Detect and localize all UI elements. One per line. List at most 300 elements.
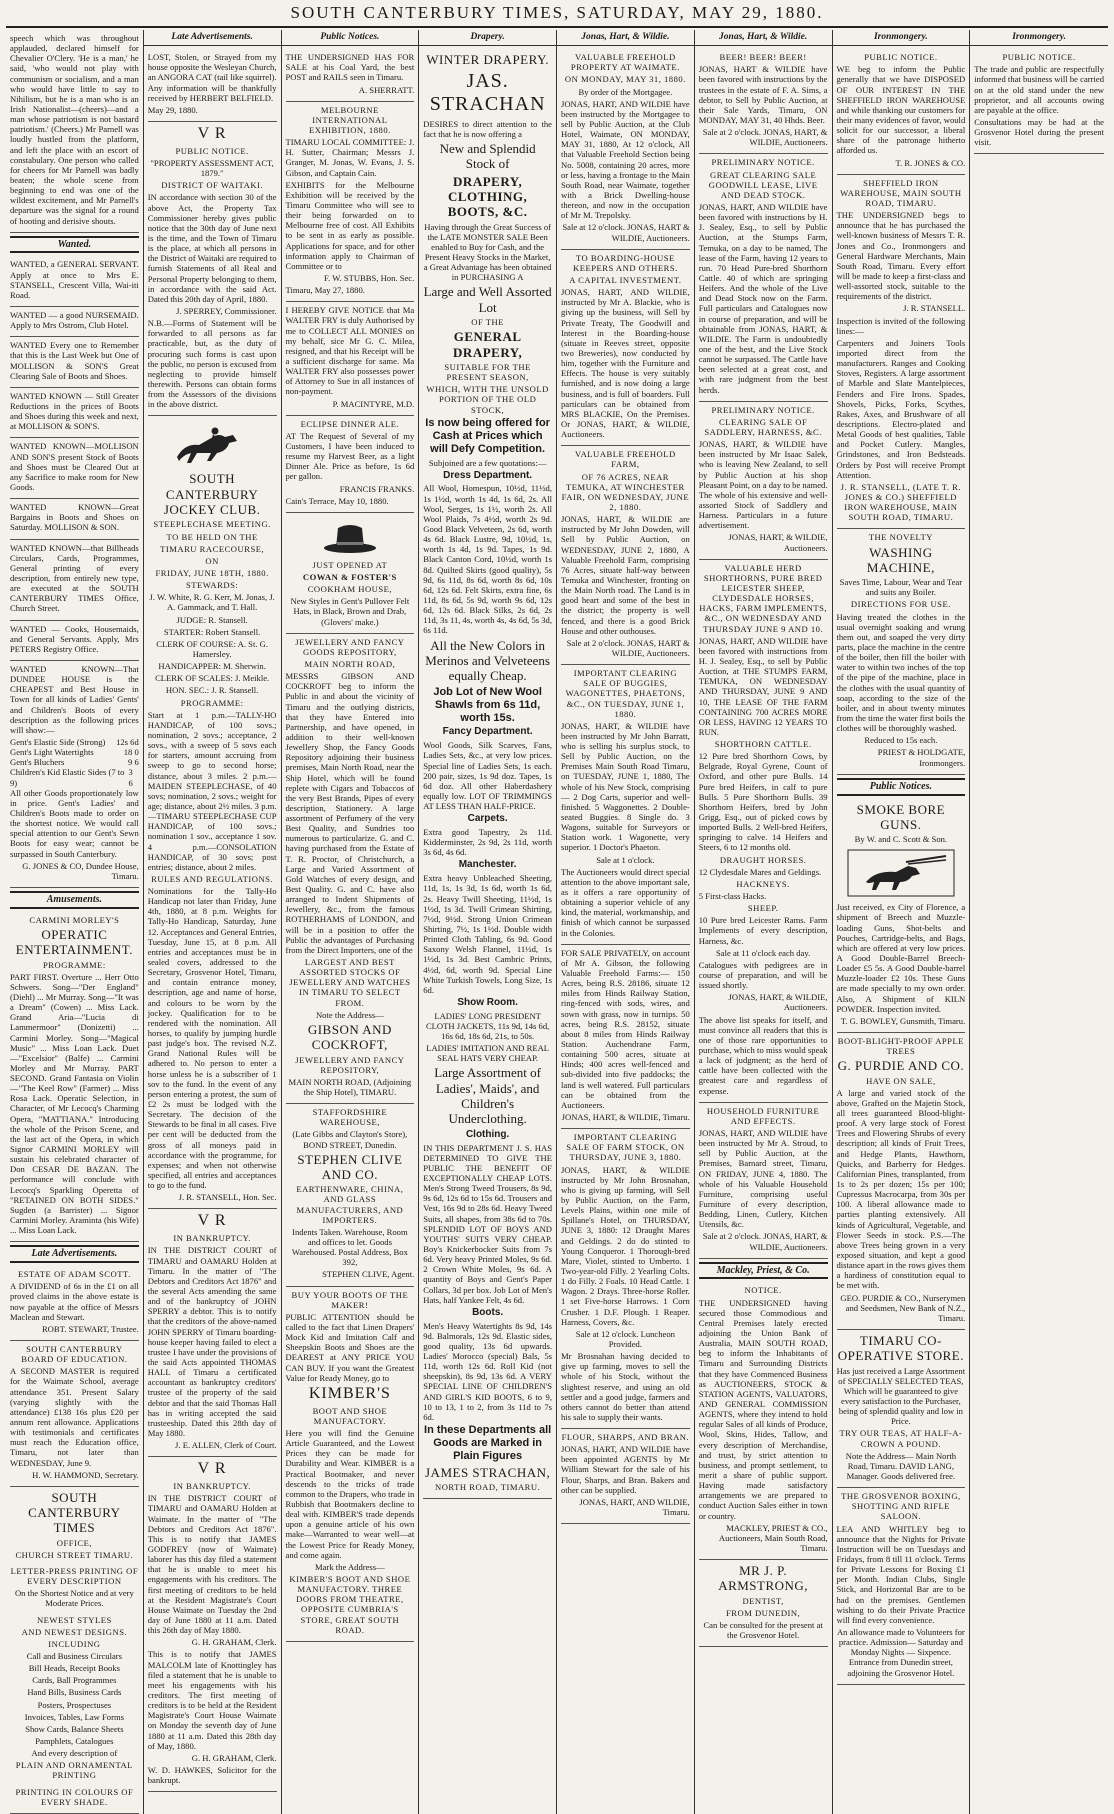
hat-icon: [286, 520, 415, 556]
ad-date: Timaru, May 27, 1880.: [285, 285, 365, 296]
list-item: Pamphlets, Catalogues: [35, 1736, 114, 1747]
ad-text: Saves Time, Labour, Wear and Tear and suits any Boiler.: [839, 577, 963, 598]
ad-text: JUST OPENED AT: [312, 559, 388, 570]
section-amusements: Amusements.: [10, 891, 139, 909]
ad-title: DRAPERY, CLOTHING, BOOTS, &C.: [447, 173, 528, 220]
ad-text: HANDICAPPER: M. Sherwin.: [158, 661, 266, 672]
ad-heading: MELBOURNE INTERNATIONAL EXHIBITION, 1880.: [308, 104, 391, 136]
ad-subheading: PROGRAMME:: [42, 959, 106, 970]
ad-text: Having treated the clothes in the usual overnight soaking and wrung them out, and soaped the very dirty parts, place the machine in the centre of the boiler, then fill the boiler with water to within two inches of the top of the pipe of the machine, place in the clothes with the usual quantity of soap, according to the size of the boiler, and in about twenty minutes from the time the water first boils the clothes will be thoroughly washed.: [836, 611, 966, 734]
ad-guns: [837, 799, 966, 1033]
price-item: Gent's Elastic Side (Strong): [10, 736, 106, 747]
ad-text: N.B.—Forms of Statement will be forwarded to all persons as far practicable, but, as the duty of procuring such forms is cast upon the public, no person is excused from neglecting to provide himself therewith. Persons can obtain forms from the Assessors of the divisions in the above district.: [147, 318, 277, 410]
ad-subheading: DISTRICT OF WAITAKI.: [161, 180, 264, 191]
ad-text: LOST, Stolen, or Strayed from my house opposite the Wesleyan Church, an ANGORA CAT (tail like squirrel). Any information will be thankfully received by HERBERT BELFIELD.: [147, 52, 277, 103]
ad-text: JONAS, HART, AND WILDIE have been favored with instructions by H. J. Sealey, Esq., to sell by Public Auction, at the Stumps Farm, Temuka, on a day to be named, The lease of the Farm, having 12 years to run. 70 Head Pure-bred Shorthorn Cattle. 40 of which are springing Heifers. And the whole of the Live and Dead Stock now on the Farm. Full particulars and Catalogues now in course of preparation, and will be obtainable from JONAS, HART, & WILDIE. The Farm is undoubtedly one of the best, and the Live Stock cannot be surpassed. The Cattle have been selected at a great cost, and with rare judgment from the best herds.: [698, 202, 828, 395]
list-item: Hand Bills, Business Cards: [27, 1687, 122, 1698]
ad-purdie: [837, 1033, 966, 1330]
article-text: speech which was throughout applauded, declared himself for Chevalier O'Clery. 'He is a man,' he said, 'who would not play with communism or socialism, and a man who would have little to say to Nihilism, but he is a man who is an Irish Nationalist—(cheers)—and a man whose patriotism is not bastard patriotism.' (Cheers.) Mr Parnell was loudly hustled from the platform, and left the place with an escort of constabulary. One person who called for cheers for Mr Parnell was badly beaten; the whole scene from beginning to end was one of the wildest excitement, and Mr Parnell's departure was the signal for a round of hooting and derisive shouts.: [10, 33, 139, 226]
ad-subheading: SHORTHORN CATTLE.: [714, 739, 812, 750]
ad-text: Nominations for the Tally-Ho Handicap not later than Friday, June 4th, 1880, at 8 p.m. Weights for Tally-Ho Handicap, Saturday, June 12. Acceptances and General Entries, Tuesday, June 15, at 8 p.m. All entries and acceptances must be in sealed covers, addressed to the Secretary, Grosvenor Hotel, Timaru, and contain entrance money, description, age and name of horse, and colours to be worn by the jockey. Qualification for to be rendered with the nomination. All horses, to qualify by jumping hurdle past judge's box. The revised N.Z. Grand National Rules will be adhered to. No person to enter a horse unless he is a subscriber of 1 sov to the fund. In the event of any person entering a protest, the sum of £2 2s must be lodged with the Secretary. The decision of the Stewards to be final in all cases. Five per cent will be deducted from the gross of all moneys paid in accordance with the programme, for expenses; and when not otherwise specified, all entries and acceptances to go to the fund.: [147, 886, 277, 1191]
ad-subheading: "PROPERTY ASSESSMENT ACT, 1879.": [150, 158, 274, 179]
ad-date: May 29, 1880.: [147, 104, 198, 115]
list-item: Bill Heads, Receipt Books: [28, 1663, 120, 1674]
ad-text: MESSRS GIBSON AND COCKROFT beg to inform the Public in and about the vicinity of Timaru and the outlying districts, that they have Entered into Partnership, and have opened, in addition to their well-known Jewellery Shop, the Fancy Goods Repository adjoining their business premises, Main North Road, near the Ship Hotel, which will be found replete with Cigars and Tobaccos of the very Best Brands, Pipes of every description, Stationery. A large assortment of Perfumery of the very Best Quality, and Sundries too numerous to particularize. G. and C. having purchased from the Estate of T. R. Proctor, of Christchurch, a Large and Varied Assortment of Gold Watches of every design, and Best Quality. G. and C. have also arranged to Indent Shipments of Jewellery, &c., from the famous ROTHERHAMS of LONDON, and will be in a position to offer the Public the advantages of Purchasing from the Direct Importers, one of the: [285, 671, 415, 955]
ad-boxing: [837, 1488, 966, 1685]
ad-subheading: PRELIMINARY NOTICE.: [711, 404, 815, 415]
ad-text: TO BE HELD ON THE: [166, 531, 258, 542]
ad-subheading: INCLUDING: [48, 1638, 101, 1649]
ad-heading: HOUSEHOLD FURNITURE AND EFFECTS.: [706, 1105, 820, 1126]
column-6: [695, 30, 833, 1814]
ad-subheading: DENTIST,: [742, 1595, 784, 1606]
column-heading: Drapery.: [419, 30, 556, 46]
ad-heading: AND NEWEST DESIGNS.: [21, 1626, 128, 1637]
ad-text: JONAS, HART, AND WILDIE have been instructed by the Mortgagee to sell by Public Auction, at the Club Hotel, Waimate, ON MONDAY, MAY 31, 1880, At 12 o'clock, All that Valuable Freehold Section being No. 5008, containing 20 acres, more or less, having a frontage to the Main South Road, near Waimate, together with a Brick Dwelling-house thereon, and now in the occupation of Mr M. Trepolsky.: [561, 98, 690, 221]
ad-text: NORTH ROAD, TIMARU.: [434, 1482, 541, 1493]
ad-continuation-notice: [974, 49, 1104, 154]
ad-heading: VALUABLE FREEHOLD FARM,: [575, 449, 676, 470]
ad-subheading: BOOT AND SHOE MANUFACTORY.: [312, 1405, 388, 1426]
masthead: SOUTH CANTERBURY TIMES, SATURDAY, MAY 29, 1880.: [6, 0, 1108, 28]
ad-text: Mr Brosnahan having decided to give up farming, moves to sell the whole of his Stock, without the slightest reserve, and using an old settler and a good judge, farmers and others cannot do better than attend his sale to supply their wants.: [561, 1351, 690, 1422]
ad-text: JONAS, HART, & WILDIE instructed by Mr John Brosnahan, who is giving up farming, will Sell by Public Auction, on the Farm, Levels Plains, within one mile of Spillane's Hotel, on THURSDAY, JUNE 3, 1880: 12 Draught Mares and Geldings. 2 do do stinted to Young Conqueror. 1 Thorough-bred Mare, Violet, stinted to Umberto. 1 Two-year-old Filly. 2 Yearling Colts. 1 do Filly. 2 Foals. 10 Head Cattle. 1 Wagon. 2 Drays. Three-horse Roller. 1 set Five-horse Harrows. 1 Corn Crusher. 1 D.F. Plough. 1 Reaper. Harness, Covers, &c.: [561, 1164, 690, 1327]
ad-subheading: Carpets.: [467, 813, 508, 825]
ad-property-notice: [148, 122, 277, 416]
ad-heading: CLEARING SALE OF SADDLERY, HARNESS, &C.: [704, 416, 822, 437]
ad-subheading: SHEEP.: [747, 903, 779, 914]
ad-text: WANTED Every one to Remember that this is the Last Week but One of MOLLISON & SON'S Great Clearing Sale of Boots and Shoes.: [10, 340, 139, 381]
ad-subheading: Dress Department.: [443, 469, 533, 481]
ad-heading: LARGEST AND BEST ASSORTED STOCKS OF JEWELLERY AND WATCHES IN TIMARU TO SELECT FROM.: [289, 957, 411, 1008]
ad-text: An allowance made to Volunteers for practice. Admission— Saturday and Monday Nights — Sixpence. Entrance from Dunedin street, adjoining the Grosvenor Hotel.: [836, 1627, 965, 1678]
ad-strachan-drapery: [423, 49, 552, 1499]
ad-text: 10 Pure bred Leicester Rams. Farm Implements of every description, Harness, &c.: [698, 915, 828, 946]
ad-text: HON. SEC.: J. R. Stansell.: [165, 685, 259, 696]
ad-text: Can be consulted for the present at the Grosvenor Hotel.: [703, 1620, 823, 1641]
ad-text: EXHIBITS for the Melbourne Exhibition will be received by the Timaru Committee who will see to their being forwarded on to Melbourne free of cost. All Exhibits to be sent in as early as possible. Applications for space, and for other information apply to Chairman of Committee or to: [285, 179, 415, 271]
price-value: 3 6: [128, 767, 133, 788]
ad-text: IN THIS DEPARTMENT J. S. HAS DETERMINED TO GIVE THE PUBLIC THE BENEFIT OF EXCEPTIONALLY CHEAP LOTS. Men's Strong Tweed Trousers, 8s 9d, 9s 6d, 12s 6d to 15s 6d. Trousers and Vest, 16s 9d to 28s 6d. Heavy Tweed Suits, all shapes, from 38s 6d to 70s. SPLENDID LOT OF BOYS AND YOUTHS' SUITS VERY CHEAP. Boy's Knickerbocker Suits from 7s 6d. Very heavy Printed Moles, 9s 6d. 2 Crown White Moles, 9s 6d. A quantity of Boys and Gent's Paper Collars, 3d per box. Job Lot of Men's Hats, half Yankee Felt, 4s 6d.: [423, 1142, 552, 1305]
ad-heading: NOTICE.: [744, 1285, 782, 1296]
ad-text: The above list speaks for itself, and must convince all readers that this is one of those rare opportunities to purchase, which to miss would speak a lack of judgment; as the herd of cattle have been collected with the greatest care and regardless of expense.: [698, 1014, 828, 1096]
ad-text: Men's Heavy Watertights 8s 9d, 14s 9d. Balmorals, 12s 9d. Elastic sides, good quality, 13s 6d upwards. Ladies' Morocco (special) Bals, 5s 11d, worth 12s 6d. Roll Kid (not sheepskin), 8s 9d, 13s 6d. A VERY SPECIAL LINE OF CHILDREN'S AND GIRL'S KID BOOTS, 6 to 9, 10 to 13, 1 to 2, from 3s 11d to 7s 6d.: [423, 1320, 552, 1422]
ad-heading: SOUTH CANTERBURY BOARD OF EDUCATION.: [21, 1343, 128, 1365]
ad-text: And every description of: [31, 1748, 118, 1759]
ad-text: 12 Pure bred Shorthorn Cows, by Belgrade, Royal Gyrene, Count of Oxford, and other pure Bulls. 14 Pure bred Heifers, in calf to pure Bulls. 5 Pure Shorthorn Bulls. 39 Shorthorn Heifers, bred by John Grigg, Esq., out of picked cows by imported Bulls. 2 Well-bred Heifers, springing to calve. 14 Heifers and Steers, 6 to 12 months old.: [698, 751, 828, 853]
ad-text: LEA AND WHITLEY beg to announce that the Nights for Private Instruction will be on Tuesdays and Fridays, from 8 till 11 o'clock. Terms for Private Lessons for Boxing £1 per Month. Indian Clubs, Single Stick, and Horizontal Bar are to be had on the premises. Gentlemen wishing to do their Private Practice will find every convenience.: [836, 1523, 966, 1625]
ad-jockey-club: [148, 416, 277, 1209]
ad-kimber-boots: [286, 1287, 415, 1642]
ad-temuka-farm: [561, 446, 690, 665]
ad-text: JONAS, HART & WILDIE have been favored with instructions by the trustees in the estate of F. A. Sims, a debtor, to Sell by Public Auction, at their Sale Yards, Timaru, ON MONDAY, MAY 31, 40 Hhds. Beer.: [698, 64, 828, 126]
ad-subheading: By W. and C. Scott & Son.: [854, 834, 948, 845]
column-heading: Ironmongery.: [970, 30, 1108, 46]
price-row: [10, 767, 139, 787]
ad-signature: JONAS, HART, AND WILDIE, Timaru.: [579, 1496, 690, 1518]
ad-heading: In these Departments all Goods are Marked in Plain Figures: [424, 1424, 552, 1462]
column-heading: Jonas, Hart, & Wildie.: [695, 30, 832, 46]
ad-text: New Styles in Gent's Pullover Felt Hats, in Black, Brown and Drab, (Glovers' make.): [290, 596, 410, 627]
ad-text: Sale at 11 o'clock each day.: [716, 947, 811, 958]
column-8: [970, 30, 1108, 1814]
ad-heading: BUY YOUR BOOTS OF THE MAKER!: [291, 1289, 409, 1310]
section-mackley-priest: Mackley, Priest, & Co.: [699, 1262, 828, 1280]
ad-text: IN accordance with section 30 of the above Act, the Property Tax Commissioner hereby gives public notice that the 30th day of June next is the time, and the Town of Timaru is the place, at which all persons in the District of Waitaki are required to furnish Statements of all Real and Personal Property belonging to them, in accordance with the said Act. Dated this 20th day of April, 1880.: [147, 192, 277, 304]
ad-signature: T. R. JONES & CO.: [895, 157, 966, 168]
ad-heading: NEWEST STYLES: [36, 1614, 112, 1625]
ad-beer: [699, 49, 828, 154]
ad-text: Wool Goods, Silk Scarves, Fans, Ladies Sets, &c., at very low prices. Special line of Ladies Sets, 1s each. 200 pair, sizes, 1s 9d doz. Tapes, 1s 6d doz. All other Haberdashery equally low. LOT OF TRIMMINGS AT LESS THAN HALF-PRICE.: [423, 740, 552, 812]
ad-heading: LETTER-PRESS PRINTING OF EVERY DESCRIPTION: [10, 1566, 139, 1587]
ad-gibson-cockroft: [286, 634, 415, 1104]
ad-title: GIBSON AND COCKROFT,: [307, 1021, 392, 1053]
ad-board-education: [10, 1341, 139, 1487]
ad-text: This is to notify that JAMES MALCOLM late of Knottingley has filed a statement that he is unable to meet his engagements with his creditors. The first meeting of creditors is to be held at the Resident Magistrate's Court House Waimate on Monday the seventh day of June 1880 at 11 a.m. Dated this 28th day of May, 1880.: [147, 1649, 277, 1751]
ad-text: JONAS, HART, & WILDIE have been instructed by Mr Isaac Salek, who is leaving New Zealand, to sell by Public Auction at his shop Pleasant Point, on a day to be named. The whole of his extensive and well-assorted Stock of Saddlery and Harness. Particulars in a future advertisement.: [698, 439, 828, 531]
ad-signature: J. E. ALLEN, Clerk of Court.: [175, 1440, 277, 1451]
ad-heading: ESTATE OF ADAM SCOTT.: [17, 1269, 131, 1280]
ad-subheading: A CAPITAL INVESTMENT.: [569, 275, 682, 286]
ad-heading: IMPORTANT CLEARING SALE OF FARM STOCK, ON THURSDAY, JUNE 3, 1880.: [566, 1132, 685, 1163]
ad-heading: FRIDAY, JUNE 18TH, 1880.: [155, 567, 269, 578]
column-heading: Late Advertisements.: [144, 30, 281, 46]
ad-signature: JAMES STRACHAN,: [425, 1464, 551, 1480]
ad-title: JAS. STRACHAN: [429, 69, 546, 116]
column-7: [833, 30, 971, 1814]
ad-signature: G. H. GRAHAM, Clerk.: [191, 1637, 277, 1648]
ad-signature: Sale at 2 o'clock. JONAS, HART, & WILDIE, Auctioneers.: [702, 1231, 828, 1252]
ad-text: JONAS, HART, AND WILDIE have been instructed by Mr A. Stroud, to sell by Public Auction, at the Premises, Barnard street, Timaru, ON FRIDAY, JUNE 4, 1880. The whole of his Valuable Household Furniture, comprising useful Furniture of every description, Bedding, Linen, Cutlery, Kitchen Utensils, &c.: [698, 1127, 828, 1230]
list-item: Invoices, Tables, Law Forms: [24, 1711, 124, 1722]
ad-text: JONAS, HART, AND WILDIE have been favored with instructions from H. J. Sealey, Esq., to sell by Public Auction, at THE STUMPS FARM, TEMUKA, ON WEDNESDAY AND THURSDAY, JUNE 9 AND 10, THE LEASE OF THE FARM CONTAINING 700 ACRES MORE OR LESS, HAVING 12 YEARS TO RUN.: [698, 635, 828, 737]
ad-subheading: Clothing.: [465, 1128, 510, 1140]
ad-signature: ROBT. STEWART, Trustee.: [41, 1323, 139, 1334]
ad-title: SOUTH CANTERBURY TIMES: [28, 1489, 121, 1536]
ad-text: FROM DUNEDIN,: [725, 1607, 801, 1618]
ad-heading: JEWELLERY AND FANCY GOODS REPOSITORY,: [295, 636, 405, 657]
ad-text: Extra heavy Unbleached Sheeting, 11d, 1s, 1s 3d, 1s 6d, worth 1s 6d, 2s. Heavy Twill Sheeting, 11½d, 1s 1½d, 1s 3d. Twill Crimean Shirting, 7½d, 9½d. Strong Union Crimean Shirting, 7½, 1s 1½d. Double width Printed Cloth Tabling, 6s 9d. Good Saxony Welsh Flannel, 11½d, 1s 1½d, 1s 3d. Best Cambric Prints, 4½d, 6d, worth 9d. Special Line White Turkish Towels, Long Size, 1s 6d.: [423, 873, 552, 995]
list-item: Posters, Prospectuses: [37, 1699, 112, 1710]
ad-text: Here you will find the Genuine Article Guaranteed, and the Lowest Prices they can be made for Durability and Wear. KIMBER is a Practical Bootmaker, and never descends to the tricks of trade common to the Drapers, who trade in Rubbish that Bootmakers decline to deal with. KIMBER'S trade depends upon a genuine article of his own make—Warranted to wear well—at the Lowest Price for Ready Money, and come again.: [285, 1428, 415, 1560]
ad-text: Catalogues with pedigrees are in course of preparation, and will be issued shortly.: [698, 959, 828, 991]
ad-signature: J. SPERREY, Commissioner.: [176, 306, 277, 317]
column-heading: Ironmongery.: [833, 30, 970, 46]
ad-text: PUBLIC ATTENTION should be called to the fact that Linen Drapers' Mock Kid and Imitation Calf and Sheepskin Boots and Shoes are the DEAREST at ANY PRICE YOU CAN BUY. If you want the Greatest Value for Ready Money, go to: [285, 1311, 415, 1383]
ad-heading: TIMARU RACECOURSE,: [160, 543, 265, 554]
section-public-notices: Public Notices.: [837, 778, 966, 796]
ad-text: TIMARU LOCAL COMMITTEE: J. H. Sutter, Chairman; Messrs J. Granger, M. Jonas, W. Evans, J. S. Gibson, and Captain Cain.: [285, 137, 415, 178]
ad-heading: PUBLIC NOTICE.: [175, 145, 249, 156]
ad-signature: JONAS, HART, & WILDIE, Auctioneers.: [728, 532, 828, 553]
ad-text: WANTED KNOWN—that Billheads Circulars, Cards, Programmes, General printing of every description, from entirely new type, are executed at the SOUTH CANTERBURY TIMES Office, Church Street.: [10, 542, 139, 614]
ad-text: A SECOND MASTER is required for the Waimate School, average attendance 351. Present Salary (varying slightly with the attendance) £138 16s plus £20 per annum rent allowance. Applications with testimonials and certificates must reach the Education office, Timaru, not later than WEDNESDAY, June 9.: [10, 1366, 139, 1468]
ad-heading: VALUABLE HERD SHORTHORNS, PURE BRED LEICESTER SHEEP, CLYDESDALE HORSES, HACKS, FARM IMPLEMENTS, &C., ON WEDNESDAY AND THURSDAY JUNE 9 AND 10.: [699, 562, 828, 634]
ad-sheffield: [837, 175, 966, 530]
ad-text: 5 First-class Hacks.: [698, 891, 767, 902]
ad-subheading: PROGRAMME:: [180, 697, 244, 708]
ad-title: TIMARU CO-OPERATIVE STORE.: [837, 1332, 964, 1364]
ad-operatic: [10, 912, 139, 1243]
royal-cipher: V R: [197, 125, 227, 143]
ad-signature: F. W. STUBBS, Hon. Sec.: [323, 273, 415, 284]
ad-title: MR J. P. ARMSTRONG,: [718, 1563, 809, 1594]
ad-text: Just received, ex City of Florence, a shipment of Breech and Muzzle-loading Guns, Shot-belts and Pouches, Cartridge-belts, and Bags, which are offered at very low prices. A Good Double-Barrel Breech-Loader £5 5s. A Good Double-barrel Muzzle-loader £2 10s. These Guns are made specially to my own order. Also, A Shipment of KILN POWDER. Inspection invited.: [836, 902, 966, 1014]
list-item: Cards, Ball Programmes: [32, 1675, 117, 1686]
ad-heading: IMPORTANT CLEARING SALE OF BUGGIES, WAGONETTES, PHAETONS, &C., ON TUESDAY, JUNE 1, 1880.: [565, 668, 686, 719]
price-value: 12s 6d: [116, 736, 139, 747]
ad-text: Reduced to 15s each.: [864, 735, 938, 746]
ad-text: CLERK OF SCALES: J. Meikle.: [155, 673, 270, 684]
ad-signature: JONAS, HART, & WILDIE, Auctioneers.: [728, 992, 828, 1013]
royal-cipher: V R: [197, 1212, 227, 1230]
ad-signature: Sale at 2 o'clock. JONAS, HART & WILDIE, Auctioneers.: [566, 637, 690, 658]
price-value: 9 6: [128, 757, 139, 768]
price-item: Gent's Light Watertights: [10, 747, 94, 758]
horse-rider-icon: [148, 423, 277, 467]
column-5: [557, 30, 695, 1814]
ad-wanted-printing: [10, 540, 139, 621]
ad-subheading: JEWELLERY AND FANCY REPOSITORY,: [295, 1054, 405, 1075]
ad-text: (Late Gibbs and Clayton's Store), BOND STREET, Dunedin.: [292, 1129, 408, 1150]
ad-date: Cain's Terrace, May 10, 1880.: [285, 495, 389, 506]
ad-cowan-foster: [286, 513, 415, 634]
newspaper-columns: [6, 30, 1108, 1807]
ad-wanted-mollison-4: [10, 499, 139, 539]
list-item: Show Cards, Balance Sheets: [25, 1723, 124, 1734]
ad-subheading: EARTHENWARE, CHINA, AND GLASS MANUFACTURERS, AND IMPORTERS.: [296, 1184, 404, 1225]
price-item: Gent's Bluchers: [10, 757, 65, 768]
ad-heading: All the New Colors in Merinos and Velveteens equally Cheap.: [425, 637, 550, 684]
ad-wanted-mollison-3: [10, 438, 139, 499]
ad-text: All other Goods proportionately low in price. Gent's Ladies' and Children's Boots made to order on the shortest notice. We would call special attention to our Gent's Sewn Boots for easy wear; cannot be surpassed in South Canterbury.: [10, 787, 139, 859]
ad-bankruptcy-2: [148, 1457, 277, 1792]
ad-text: AT The Request of Several of my Customers, I have been induced to resume my Harvest Beer, as a light Dinner Ale. Price as before, 1s 6d per gallon.: [285, 430, 415, 482]
ad-clearing-sale: [699, 154, 828, 401]
ad-text: WANTED — Cooks, Housemaids, and General Servants. Apply, Mrs PETERS Registry Office.: [10, 623, 139, 654]
ad-waimate-property: [561, 49, 690, 250]
ad-signature: MACKLEY, PRIEST & CO., Auctioneers, Main South Road, Timaru.: [718, 1522, 828, 1553]
price-row: [10, 747, 139, 757]
ad-subheading: ON MONDAY, MAY 31, 1880.: [564, 74, 686, 85]
ad-text: WANTED, a GENERAL SERVANT. Apply at once to Mrs E. STANSELL, Crescent Villa, Wai-iti Road.: [10, 259, 139, 300]
ad-text: OF THE: [471, 317, 504, 328]
price-row: [10, 737, 139, 747]
ad-heading: FLOUR, SHARPS, AND BRAN.: [561, 1432, 690, 1443]
ad-text: WANTED KNOWN — Still Greater Reductions in the prices of Boots and Shoes during this week and next, at MOLLISON & SON'S.: [10, 390, 139, 432]
ad-text: All Wool, Homespun, 10½d, 11½d, 1s 1½d, worth 1s 4d, 1s 6d, 2s. All Wool, Serges, 1s 1½, worth 2s. All Wool Plaids, 7s 4½d, worth 2s 9d. Good Black Velveteen, 2s 6d, worth 4s 6d. Black Lustre, 9d, 10½d, 1s, worth 1s 4d, 1s 9d. Tapes, 1s 9d. Black Canton Cord, 10½d, worth 1s 8d. Quilted Skirts (good quality), 5s 9d, 6s 11d, 8s 6d, worth 8s 6d, 10s 6d, 12s 6d. Felt Skirts, extra fine, 6s 11d, 8s 6d, 5s 9d, worth 9s 6d, 12s 6d, 12s 6d. Black Silks, 2s 6d, 2s 11d, 3s 11, 4s, worth 4s, 4s 6d, 5s 3d, 6s 11d.: [423, 483, 552, 636]
ad-text: IN THE DISTRICT COURT of TIMARU and OAMARU Holden at Timaru. In the matter of "The Debtors and Creditors Act 1876" and the several Acts amending the same and of the bankruptcy of JOHN SPERRY a debtor. This is to notify that the creditors of the above-named JOHN SPERRY of Timaru boarding-house keeper having failed to elect a trustee I have under the provisions of the said Acts appointed THOMAS HALL of Timaru a certificated accountant as bankruptcy creditors' trustee of the property of the said debtor and that the said Thomas Hall has in writing accepted the said trusteeship. Dated this 28th day of May 1880.: [147, 1245, 277, 1438]
ad-text: WANTED KNOWN—Great Bargains in Boots and Shoes on Saturday. MOLLISON & SON.: [10, 502, 139, 533]
ad-text: W. D. HAWKES, Solicitor for the bankrupt.: [147, 1764, 277, 1786]
ad-signature: G. JONES & CO, Dundee House, Timaru.: [22, 860, 139, 881]
ad-text: THE UNDERSIGNED HAS FOR SALE at his Coal Yard, the best POST and RAILS seen in Timaru.: [285, 52, 415, 83]
column-heading: Jonas, Hart, & Wildie.: [557, 30, 694, 46]
ad-signature: J. R. STANSELL.: [903, 303, 966, 314]
ad-signature: Sale at 2 o'clock. JONAS, HART, & WILDIE, Auctioneers.: [702, 127, 828, 148]
ad-heading: TRY OUR TEAS, AT HALF-A-CROWN A POUND.: [839, 1428, 963, 1449]
column-2: [144, 30, 282, 1814]
ad-text: WANTED KNOWN—That DUNDEE HOUSE is the CHEAPEST and Best House in Town for all kinds of Ladies' Gents' and Children's Boots of every description as the following prices will show:—: [10, 663, 139, 735]
ad-subheading: COOKHAM HOUSE,: [307, 584, 393, 595]
ad-text: Note the Address—: [315, 1009, 384, 1020]
column-3: [282, 30, 420, 1814]
ad-heading: PUBLIC NOTICE.: [1002, 52, 1076, 63]
ad-staffordshire: [286, 1104, 415, 1286]
ad-posts-rails: [286, 49, 415, 102]
ad-title: G. PURDIE AND CO.: [837, 1058, 965, 1074]
ad-text: On the Shortest Notice and at very Moderate Prices.: [14, 1588, 134, 1609]
ad-signature: H. W. HAMMOND, Secretary.: [32, 1469, 139, 1480]
ad-mackley-notice: [699, 1282, 828, 1560]
ad-heading: Large and Well Assorted Lot: [423, 284, 552, 315]
ad-flour: [561, 1429, 690, 1524]
ad-heading: GREAT CLEARING SALE GOODWILL LEASE, LIVE AND DEAD STOCK.: [708, 169, 818, 200]
ad-heading: IN BANKRUPTCY.: [173, 1233, 251, 1244]
ad-buggies: [561, 665, 690, 945]
price-row: [10, 757, 139, 767]
ad-farm-stock: [561, 1129, 690, 1429]
section-wanted: Wanted.: [10, 236, 139, 254]
ad-heading: Is now being offered for Cash at Prices which will Defy Competition.: [425, 416, 550, 455]
ad-wanted-mollison-1: [10, 337, 139, 388]
ad-subheading: KIMBER'S BOOT AND SHOE MANUFACTORY. THREE DOORS FROM THEATRE, OPPOSITE CUMBRIA'S STORE, GREAT SOUTH ROAD.: [289, 1573, 411, 1635]
ad-text: Indents Taken. Warehouse, Room and offices to let. Goods Warehoused. Postal Address, Box 392,: [291, 1226, 408, 1268]
ad-text: 12 Clydesdale Mares and Geldings.: [698, 866, 822, 877]
ad-text: LADIES' LONG PRESIDENT CLOTH JACKETS, 11s 9d, 14s 6d, 16s 6d, 18s 6d, 21s, to 50s.: [425, 1010, 550, 1042]
ad-subheading: RULES AND REGULATIONS.: [151, 873, 274, 884]
column-1: [6, 30, 144, 1814]
ad-jones-notice: [837, 49, 966, 175]
column-heading: Public Notices.: [282, 30, 419, 46]
ad-text: J. W. White, R. G. Kerr, M. Jonas, J. A. Gammack, and T. Hall.: [149, 592, 275, 613]
ad-text: ON: [205, 555, 219, 566]
ad-subheading: CHURCH STREET TIMARU.: [15, 1549, 134, 1560]
ad-heading: PLAIN AND ORNAMENTAL PRINTING: [15, 1760, 133, 1781]
ad-text: Extra good Tapestry, 2s 11d. Kidderminster, 2s 9d, 2s 11d, worth 3s 6d, 4s 6d.: [423, 827, 552, 858]
ad-text: JUDGE: R. Stansell.: [176, 614, 248, 625]
ad-subheading: HAVE ON SALE,: [866, 1075, 936, 1086]
ad-cooperative: [837, 1330, 966, 1488]
ad-text: Mark the Address—: [315, 1561, 385, 1572]
ad-heading: PRINTING IN COLOURS OF EVERY SHADE.: [15, 1786, 134, 1807]
ad-signature: G. H. GRAHAM, Clerk.: [191, 1752, 277, 1763]
ad-signature: J. R. STANSELL, (LATE T. R. JONES & CO.) SHEFFIELD IRON WAREHOUSE, MAIN SOUTH ROAD, TIMARU.: [840, 481, 962, 523]
ad-eclipse-ale: [286, 416, 415, 513]
ad-wanted-mollison-2: [10, 388, 139, 439]
ad-subheading: SUITABLE FOR THE PRESENT SEASON,: [444, 361, 531, 383]
ad-title: SOUTH CANTERBURY JOCKEY CLUB.: [163, 471, 261, 518]
ad-wanted-servant: [10, 256, 139, 307]
ad-text: Carpenters and Joiners Tools imported direct from the manufacturers. Ranges and Cooking Stoves, Registers. A large assortment of Marble and Slate Mantelpieces, Fenders and Fire Irons. Spades, Shovels, Picks, Forks, Scythes, Rakes, Axes, and Brushware of all descriptions. Electro-plated and Metal Goods of best qualities, Table and Pocket Cutlery. Mangles, Grindstones, and Iron Bedsteads. Orders by Post will receive Prompt Attention.: [836, 337, 966, 480]
price-value: 18 0: [123, 747, 139, 758]
ad-text: WANTED — a good NURSEMAID. Apply to Mrs Ostrom, Club Hotel.: [10, 310, 139, 331]
ad-heading: Job Lot of New Wool Shawls from 6s 11d, worth 15s.: [433, 685, 542, 724]
ad-boarding-house: [561, 250, 690, 447]
ad-heading: THE GROSVENOR BOXING, SHOTTING AND RIFLE SALOON.: [841, 1491, 961, 1522]
ad-signature: GEO. PURDIE & CO., Nurserymen and Seedsmen, New Bank of N.Z., Timaru.: [840, 1292, 966, 1323]
ad-text: IN THE DISTRICT COURT of TIMARU and OAMARU Holden at Waimate. In the matter of "The Debtors and Creditors Act 1876". This is to notify that JAMES GODFREY (now of Waimate) laborer has this day filed a statement that he is unable to meet his engagements with his creditors. The first meeting of creditors to be held at the Resident Magistrate's Court House Waimate on Tuesday the 2nd day of June 1880 at 11 a.m. Dated this 26th day of May 1880.: [147, 1493, 277, 1636]
ad-subheading: PRELIMINARY NOTICE.: [711, 157, 815, 168]
ad-household: [699, 1103, 828, 1259]
ad-text: JONAS, HART, AND WILDIE have been appointed AGENTS by Mr William Stewart for the sale of his Flour, Sharps, and Bran. Bakers and other can be supplied.: [561, 1444, 690, 1495]
ad-subheading: DIRECTIONS FOR USE.: [850, 599, 951, 610]
ad-text: Subjoined are a few quotations:—: [428, 457, 547, 468]
hunting-dog-icon: [837, 848, 966, 898]
ad-farms-privately: [561, 945, 690, 1129]
ad-bankruptcy-1: [148, 1209, 277, 1457]
ad-signature: Sale at 12 o'clock. JONAS, HART & WILDIE, Auctioneers.: [562, 222, 690, 243]
ad-text: CLERK OF COURSE: A. St. G. Hamersley.: [156, 638, 268, 659]
ad-subheading: THE NOVELTY: [868, 532, 933, 543]
ad-text: Start at 1 p.m.—TALLY-HO HANDICAP, of 100 sovs.; nomination, 2 sovs.; acceptance, 2 sovs., with a sweep of 5 sovs each for starters, amount accruing from sweep to go to second horse; distance, about 3 miles. 2 p.m.—MAIDEN STEEPLECHASE, of 40 sovs; nomination, 2 sovs.; weight for age; distance, about 2½ miles. 3 p.m.—TIMARU STEEPLECHASE CUP HANDICAP, of 100 sovs.; nomination 1 sov., acceptance 1 sov. 4 p.m.—CONSOLATION HANDICAP, of 30 sovs; post entries; distance, about 2 miles.: [147, 709, 277, 872]
ad-title: GENERAL DRAPERY,: [453, 329, 523, 360]
ad-text: Consultations may be had at the Grosvenor Hotel during the present visit.: [974, 117, 1104, 148]
ad-heading: BEER! BEER! BEER!: [719, 52, 807, 63]
ad-signature: STEPHEN CLIVE, Agent.: [322, 1269, 415, 1280]
ad-saddlery: [699, 402, 828, 560]
ad-fry-notice: [286, 302, 415, 415]
ad-wanted-cooks: [10, 621, 139, 661]
ad-heading: PUBLIC NOTICE.: [864, 52, 938, 63]
list-item: Call and Business Circulars: [26, 1651, 122, 1662]
ad-signature: J. R. STANSELL, Hon. Sec.: [178, 1192, 277, 1203]
ad-estate-scott: [10, 1266, 139, 1341]
ad-subheading: STEWARDS:: [186, 580, 239, 591]
royal-cipher: V R: [197, 1460, 227, 1478]
ad-text: The Auctioneers would direct special attention to the above important sale, as it offers a rare opportunity of obtaining a superior vehicle of any kind, the material, workmanship, and finish of which cannot be surpassed in the Colonies.: [561, 866, 690, 938]
ad-heading: VALUABLE FREEHOLD PROPERTY AT WAIMATE.: [570, 52, 680, 73]
ad-signature: PRIEST & HOLDGATE, Ironmongers.: [877, 747, 966, 768]
ad-text: MAIN NORTH ROAD, (Adjoining the Ship Hotel), TIMARU.: [288, 1076, 412, 1097]
ad-signature: T. G. BOWLEY, Gunsmith, Timaru.: [840, 1015, 966, 1026]
ad-title: STEPHEN CLIVE AND CO.: [297, 1151, 403, 1182]
ad-text: DESIRES to direct attention to the fact that he is now offering a: [423, 118, 552, 139]
ad-subheading: Show Room.: [457, 996, 518, 1008]
ad-heading: CARMINI MORLEY'S: [29, 914, 120, 925]
ad-heading: Large Assortment of Ladies', Maids', and Children's Underclothing.: [434, 1065, 541, 1127]
ad-heading: New and Splendid Stock of: [439, 141, 536, 172]
ad-subheading: OF 76 ACRES, NEAR TEMUKA, AT WINCHESTER FAIR, ON WEDNESDAY, JUNE 2, 1880.: [561, 471, 690, 512]
ad-heading: SHEFFIELD IRON WAREHOUSE, MAIN SOUTH ROAD, TIMARU.: [840, 177, 962, 209]
ad-heading: BOOT-BLIGHT-PROOF APPLE TREES: [837, 1036, 964, 1057]
ad-text: THE UNDERSIGNED begs to announce that he has purchased the well-known business of Messrs T. R. Jones and Co., Ironmongers and General Hardware Merchants, Main South Road, Timaru. Every effort will be made to keep a first-class and well-assorted stock, suitable to the requirements of the district.: [836, 210, 966, 302]
ad-text: I HEREBY GIVE NOTICE that Ma WALTER FRY is duly Authorised by me to COLLECT ALL MONIES on my behalf, sice Mr G. C. Milea, resigned, and that his Receipt will be a sufficient discharge for same. Ma WALTER FRY also possesses power of Attorney to Sue in all instances of non-payment.: [285, 305, 415, 397]
ad-text: By order of the Mortgagee.: [578, 86, 673, 97]
ad-times-office: [10, 1487, 139, 1814]
ad-melbourne-exhibition: [286, 102, 415, 303]
ad-shorthorns: [699, 560, 828, 1103]
price-item: Children's Kid Elastic Sides (7 to 9): [10, 767, 125, 788]
ad-subheading: MAIN NORTH ROAD,: [304, 658, 396, 669]
ad-text: JONAS, HART, AND WILDIE, instructed by Mr A. Blackie, who is giving up the business, will Sell by Private Treaty, The Goodwill and Interest in the Boarding-house (situate in Reeves street, opposite two Breweries), now conducted by him, together with the Furniture and Effects. The house is very suitably furnished, and is now doing a large business, and is full of boarders. Full particulars can be obtained from MRS BLACKIE, On the Premises. Or JONAS, HART, & WILDIE, Auctioneers.: [561, 287, 690, 440]
ad-title: KIMBER'S: [308, 1384, 391, 1402]
ad-text: WANTED KNOWN—MOLLISON AND SON'S present Stock of Boots and Shoes must be Cleared Out at any Sacrifice to make room for New Goods.: [10, 441, 139, 492]
ad-title: SMOKE BORE GUNS.: [856, 801, 946, 832]
ad-text: STARTER: Robert Stansell.: [163, 626, 261, 637]
column-4: [419, 30, 557, 1814]
ad-text: Has just received a Large Assortment of SPECIALLY SELECTED TEAS, Which will be guaranteed to give every satisfaction to the Purchaser, being of splendid quality and low in Price.: [836, 1365, 966, 1427]
ad-heading: WINTER DRAPERY.: [426, 52, 550, 68]
ad-heading: STEEPLECHASE MEETING.: [153, 519, 271, 530]
ad-heading: ECLIPSE DINNER ALE.: [300, 418, 400, 429]
ad-subheading: DRAUGHT HORSES.: [719, 854, 807, 865]
ad-text: Note the Address— Main North Road, Timaru. DAVID LANG, Manager. Goods delivered free.: [845, 1450, 957, 1482]
ad-lost-cat: [148, 49, 277, 122]
ad-heading: STAFFORDSHIRE WAREHOUSE,: [312, 1107, 388, 1128]
ad-dundee-house: [10, 661, 139, 888]
ad-text: PART FIRST. Overture ... Herr Otto Schwers. Song—"Der England" (Diehl) ... Mr Murray. Song—"It was a Dream" (Cowen) ... Miss Lack. Grand Aria—"Lucia di Lammermoor" (Donizetti) ... Carmini Morley. Song—"Magical Music" ... Miss Loan Lack. Duet—"Excelsior" (Balfe) ... Carmini Morley and Mr Murray. PART SECOND. Grand Fantasia on Violin—"The Keel Row" (Farmer) ... Miss Rosa Lack. Operatic Selection, in Character, of Mr Lecocq's Charming Opera, "MATTIANA." Introducing the whole of the Prison Scene, and the last act of the Opera, in which Signor CARMINI MORLEY will sustain his celebrated character of Don CESAR DE BAZAN. The performance will conclude with Lecocq's Sparkling Operetta of "RETAINED ON BOTH SIDES." Sugden (a Barrister) ... Signor Carmini Morley. Araminta (his Wife) ... Miss Loan Lack.: [10, 971, 139, 1236]
